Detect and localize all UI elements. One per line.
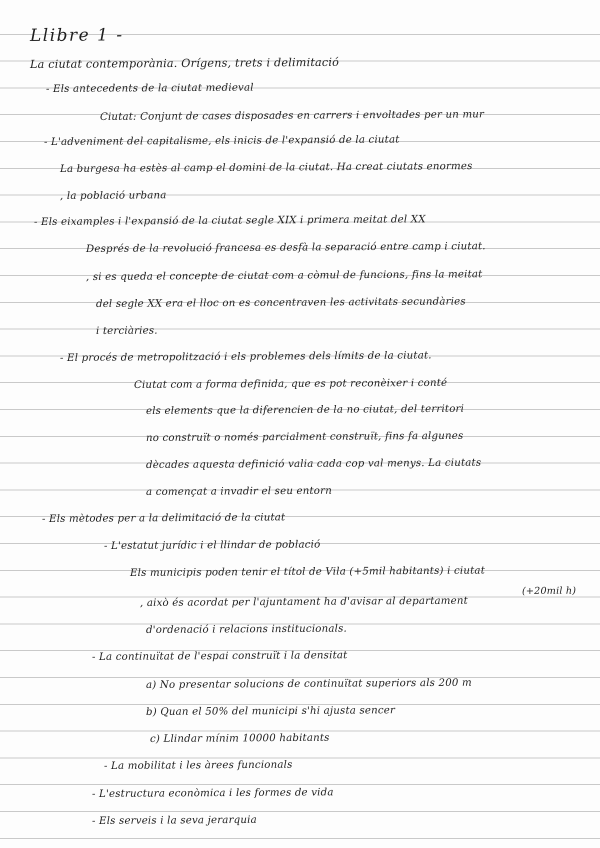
note-line: - L'estatut jurídic i el llindar de població [103, 539, 321, 552]
note-line: Ciutat com a forma definida, que es pot reconèixer i conté [133, 377, 448, 391]
note-line: b) Quan el 50% del municipi s'hi ajusta sencer [145, 705, 396, 718]
note-line: - Els eixamples i l'expansió de la ciutat segle XIX i primera meitat del XX [33, 214, 426, 228]
note-line: - Els mètodes per a la delimitació de la ciutat [41, 512, 286, 525]
note-line: - La continuïtat de l'espai construït i la densitat [91, 650, 348, 663]
note-line: - El procés de metropolització i els problemes dels límits de la ciutat. [59, 350, 432, 364]
note-line: , si es queda el concepte de ciutat com a còmul de funcions, fins la meitat [85, 269, 483, 283]
note-line: - La mobilitat i les àrees funcionals [103, 759, 293, 772]
note-line: i terciàries. [95, 325, 158, 337]
note-margin-annotation: (+20mil h) [521, 585, 577, 597]
note-line: Ciutat: Conjunt de cases disposades en carrers i envoltades per un mur [99, 109, 485, 123]
note-line: - L'estructura econòmica i les formes de vida [91, 787, 334, 800]
note-line: d'ordenació i relacions institucionals. [145, 623, 348, 636]
note-line: dècades aquesta definició valia cada cop val menys. La ciutats [145, 457, 482, 471]
note-line: a) No presentar solucions de continuïtat superiors als 200 m [145, 677, 472, 691]
note-line: no construït o només parcialment construït, fins fa algunes [145, 430, 464, 444]
notes-heading: La ciutat contemporània. Orígens, trets i delimitació [29, 55, 340, 71]
note-line: - Els serveis i la seva jerarquia [91, 814, 257, 827]
note-line: Després de la revolució francesa es desfà la separació entre camp i ciutat. [85, 241, 486, 255]
note-line: , això és acordat per l'ajuntament ha d'avisar al departament [139, 595, 468, 609]
note-line: - Els antecedents de la ciutat medieval [45, 82, 254, 95]
note-line: del segle XX era el lloc on es concentraven les activitats secundàries [95, 296, 466, 310]
note-line: La burgesa ha estès al camp el domini de la ciutat. Ha creat ciutats enormes [59, 161, 473, 175]
note-line: - L'adveniment del capitalisme, els inicis de l'expansió de la ciutat [43, 134, 400, 148]
note-line: c) Llindar mínim 10000 habitants [149, 732, 330, 745]
note-line: els elements que la diferencien de la no ciutat, del territori [145, 403, 465, 417]
notes-title: Llibre 1 - [29, 25, 124, 46]
note-line: a començat a invadir el seu entorn [145, 485, 332, 498]
note-line: Els municipis poden tenir el títol de Vila (+5mil habitants) i ciutat [129, 565, 486, 579]
note-line: , la població urbana [59, 190, 167, 202]
